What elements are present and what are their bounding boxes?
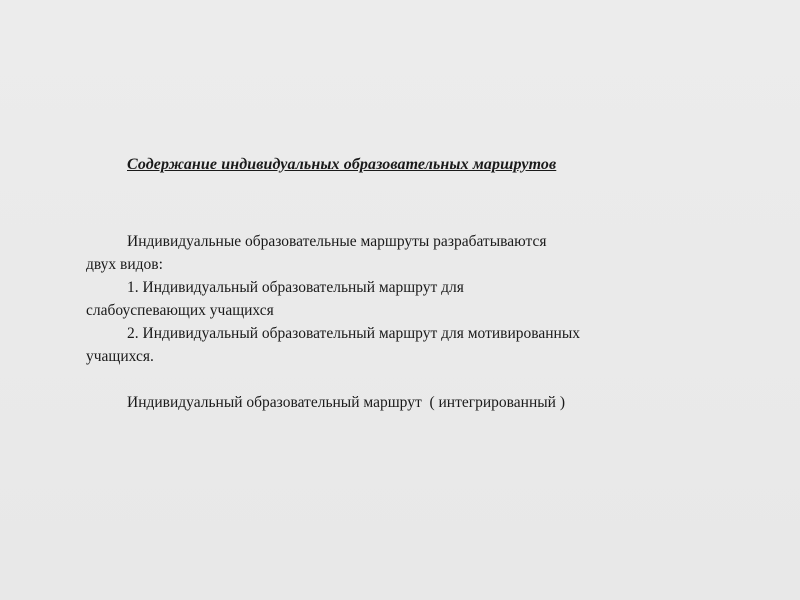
slide-heading: Содержание индивидуальных образовательных маршрутов <box>127 156 557 173</box>
list-item-2-line: учащихся. <box>86 348 154 365</box>
paragraph-gap <box>86 368 726 391</box>
slide-body <box>86 230 726 414</box>
paragraph-line: двух видов: <box>86 256 163 273</box>
list-item-2-line: 2. Индивидуальный образовательный маршрут для мотивированных <box>127 325 581 342</box>
closing-line: Индивидуальный образовательный маршрут ( интегрированный ) <box>127 394 565 411</box>
list-item-1-line: 1. Индивидуальный образовательный маршрут для <box>127 279 464 296</box>
list-item-1-line: слабоуспевающих учащихся <box>86 302 274 319</box>
paragraph-line: Индивидуальные образовательные маршруты разрабатываются <box>127 233 547 250</box>
